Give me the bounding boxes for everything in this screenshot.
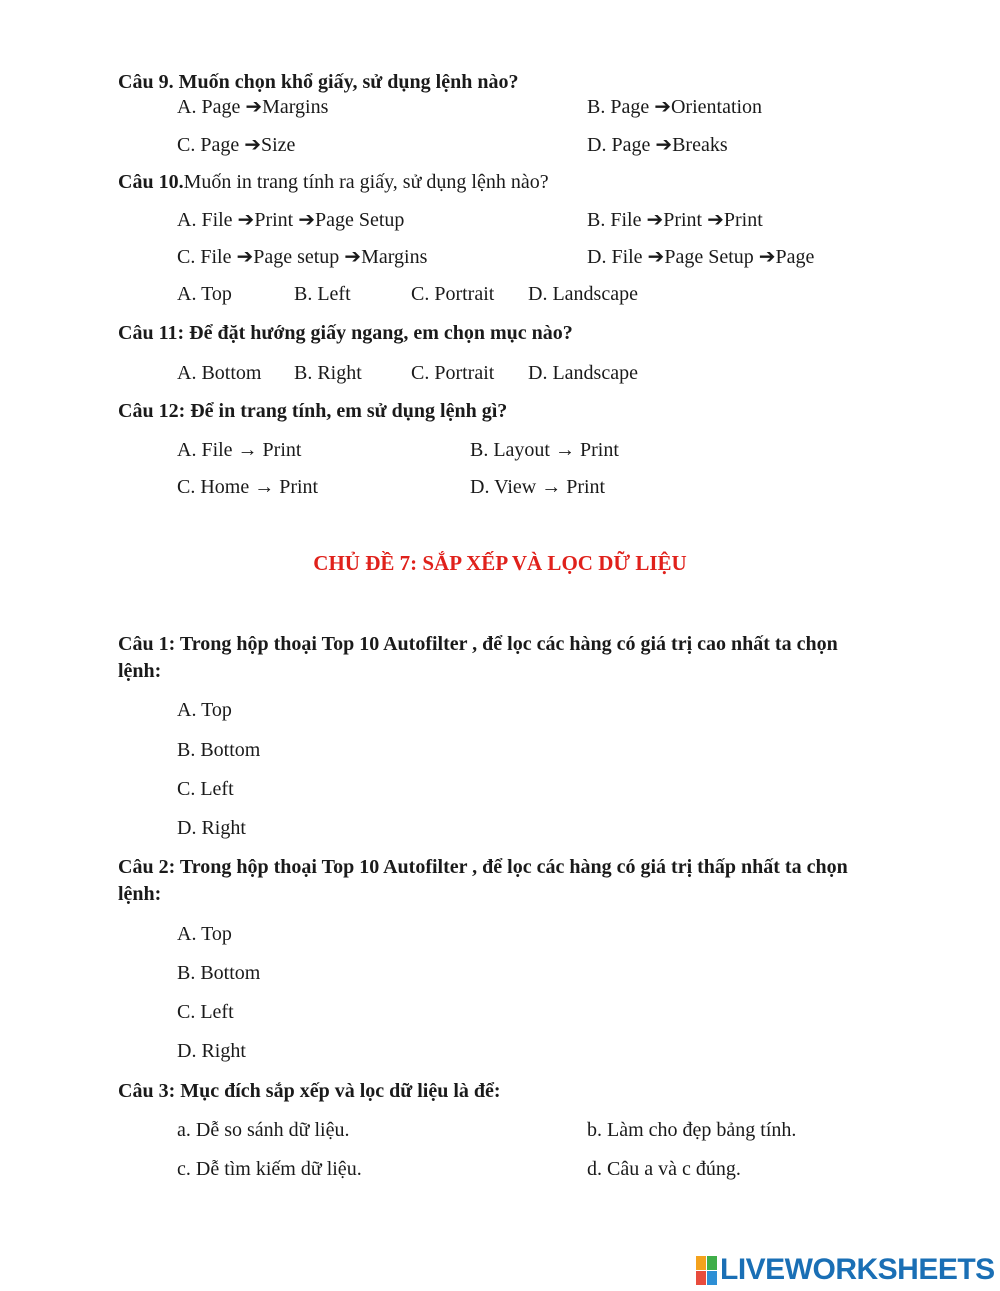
s2q3-option-a: a. Dễ so sánh dữ liệu. bbox=[177, 1119, 350, 1141]
liveworksheets-logo bbox=[696, 1255, 995, 1285]
logo-block bbox=[707, 1271, 717, 1285]
section2-question-2: Câu 2: Trong hộp thoại Top 10 Autofilter , để lọc các hàng có giá trị thấp nhất ta chọn lệnh: bbox=[118, 856, 848, 905]
q12-option-b: B. Layout → Print bbox=[470, 439, 619, 461]
q10-extra-option-a: A. Top bbox=[177, 283, 232, 305]
q11-option-b: B. Right bbox=[294, 362, 362, 384]
s2q3-option-c: c. Dễ tìm kiếm dữ liệu. bbox=[177, 1158, 362, 1180]
q12-option-d: D. View → Print bbox=[470, 476, 606, 498]
question-12: Câu 12: Để in trang tính, em sử dụng lệnh gì? bbox=[118, 400, 508, 422]
section2-question-3: Câu 3: Mục đích sắp xếp và lọc dữ liệu là để: bbox=[118, 1080, 501, 1102]
question-11: Câu 11: Để đặt hướng giấy ngang, em chọn mục nào? bbox=[118, 322, 573, 344]
section2-question-1: Câu 1: Trong hộp thoại Top 10 Autofilter , để lọc các hàng có giá trị cao nhất ta chọn lệnh: bbox=[118, 633, 838, 682]
s2q1-option-b: B. Bottom bbox=[177, 739, 261, 761]
s2q2-option-c: C. Left bbox=[177, 1001, 234, 1023]
q12-option-c: C. Home → Print bbox=[177, 476, 319, 498]
q11-option-d: D. Landscape bbox=[528, 362, 638, 384]
s2q1-option-a: A. Top bbox=[177, 699, 232, 721]
question-10-text: Muốn in trang tính ra giấy, sử dụng lệnh nào? bbox=[183, 171, 549, 193]
q9-option-d: D. Page ➔Breaks bbox=[587, 134, 728, 156]
question-10-label: Câu 10. bbox=[118, 171, 184, 193]
s2q3-option-b: b. Làm cho đẹp bảng tính. bbox=[587, 1119, 797, 1141]
question-9: Câu 9. Muốn chọn khổ giấy, sử dụng lệnh nào? bbox=[118, 71, 519, 93]
s2q1-option-d: D. Right bbox=[177, 817, 246, 839]
s2q3-option-d: d. Câu a và c đúng. bbox=[587, 1158, 741, 1180]
q10-option-d: D. File ➔Page Setup ➔Page bbox=[587, 246, 815, 268]
q9-option-a: A. Page ➔Margins bbox=[177, 96, 329, 118]
q9-option-c: C. Page ➔Size bbox=[177, 134, 296, 156]
logo-block bbox=[707, 1256, 717, 1270]
s2q2-option-a: A. Top bbox=[177, 923, 232, 945]
question-10 bbox=[118, 172, 549, 192]
s2q2-option-b: B. Bottom bbox=[177, 962, 261, 984]
s2q2-option-d: D. Right bbox=[177, 1040, 246, 1062]
logo-block bbox=[696, 1256, 706, 1270]
q10-option-b: B. File ➔Print ➔Print bbox=[587, 209, 763, 231]
logo-block bbox=[696, 1271, 706, 1285]
logo-text: LIVEWORKSHEETS bbox=[720, 1253, 995, 1286]
q10-option-a: A. File ➔Print ➔Page Setup bbox=[177, 209, 405, 231]
q9-option-b: B. Page ➔Orientation bbox=[587, 96, 763, 118]
q10-extra-option-c: C. Portrait bbox=[411, 283, 495, 305]
q11-option-a: A. Bottom bbox=[177, 362, 262, 384]
logo-blocks-icon bbox=[696, 1256, 717, 1285]
q10-extra-option-b: B. Left bbox=[294, 283, 351, 305]
q12-option-a: A. File → Print bbox=[177, 439, 302, 461]
q11-option-c: C. Portrait bbox=[411, 362, 495, 384]
section-heading: CHỦ ĐỀ 7: SẮP XẾP VÀ LỌC DỮ LIỆU bbox=[313, 551, 687, 575]
q10-option-c: C. File ➔Page setup ➔Margins bbox=[177, 246, 428, 268]
s2q1-option-c: C. Left bbox=[177, 778, 234, 800]
q10-extra-option-d: D. Landscape bbox=[528, 283, 638, 305]
